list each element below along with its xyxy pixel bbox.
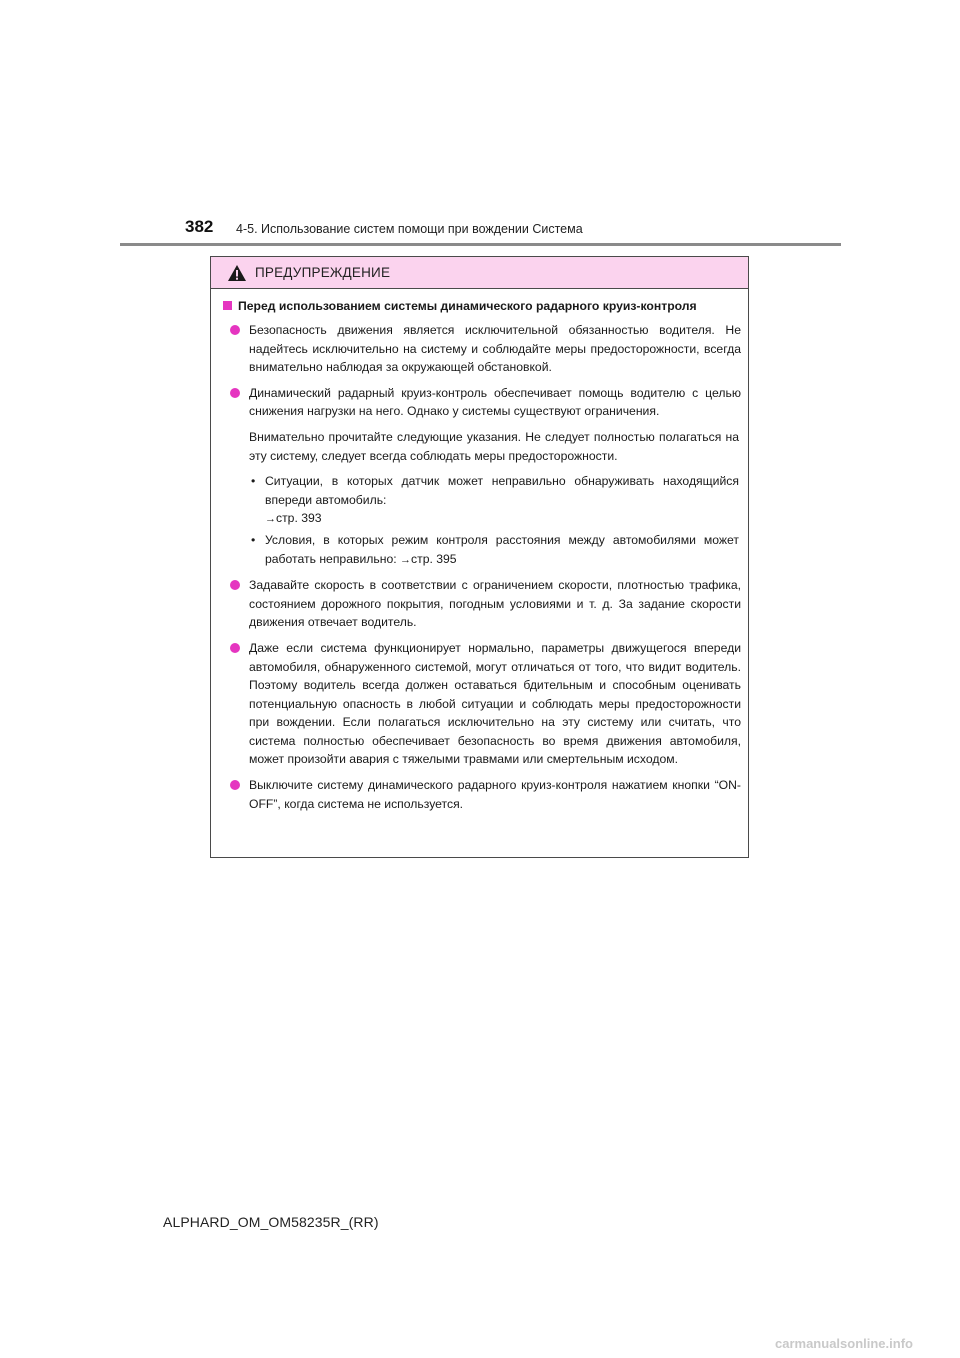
- sub-list-item: [251, 531, 739, 569]
- sub-list-item: [251, 472, 739, 529]
- page-number: 382: [185, 217, 214, 236]
- bullet-icon: [230, 780, 240, 790]
- page-header: [0, 0, 960, 250]
- arrow-icon: →: [400, 553, 412, 566]
- header-divider: [120, 243, 841, 246]
- bullet-icon: [230, 580, 240, 590]
- page-reference-link[interactable]: стр. 393: [276, 511, 322, 526]
- list-item: [223, 321, 741, 377]
- warning-title: ПРЕДУПРЕЖДЕНИЕ: [255, 265, 391, 280]
- note-paragraph: Внимательно прочитайте следующие указания. Не следует полностью полагаться на эту систему, следует всегда соблюдать меры предосторожности.: [249, 429, 739, 463]
- warning-box: [210, 256, 749, 858]
- list-item: [223, 639, 741, 769]
- warning-header: [211, 257, 748, 289]
- section-heading-text: Перед использованием системы динамического радарного круиз-контроля: [238, 299, 697, 313]
- list-item: [223, 776, 741, 813]
- dot-bullet-icon: •: [251, 474, 256, 489]
- section-title: 4-5. Использование систем помощи при вождении Система: [236, 222, 583, 236]
- list-item-text: Динамический радарный круиз-контроль обеспечивает помощь водителю с целью снижения нагрузки на него. Однако у системы существуют ограничения.: [249, 385, 741, 419]
- watermark: carmanualsonline.info: [775, 1336, 913, 1351]
- warning-body: [211, 289, 748, 813]
- sub-item-text: Условия, в которых режим контроля расстояния между автомобилями может работать неправильно:: [265, 532, 739, 566]
- bullet-icon: [230, 325, 240, 335]
- list-item: [223, 384, 741, 421]
- list-item-text: Задавайте скорость в соответствии с ограничением скорости, плотностью трафика, состоянием дорожного покрытия, погодным условиями и т. д. За задание скорости движения отвечает водитель.: [249, 578, 741, 630]
- list-item-text: Безопасность движения является исключительной обязанностью водителя. Не надейтесь исключительно на систему и соблюдайте меры предосторожности, всегда внимательно наблюдая за окружающей обстановкой.: [249, 323, 741, 375]
- list-item-text: Выключите систему динамического радарного круиз-контроля нажатием кнопки “ON-OFF”, когда система не используется.: [249, 778, 741, 811]
- dot-bullet-icon: •: [251, 532, 256, 547]
- bullet-icon: [230, 388, 240, 398]
- bullet-icon: [230, 643, 240, 653]
- arrow-icon: →: [265, 513, 276, 526]
- list-item-text: Даже если система функционирует нормально, параметры движущегося впереди автомобиля, обнаруженного системой, могут отличаться от того, что видит водитель. Поэтому водитель всегда должен оставаться бдительным и способным оценивать потенциальную опасность в любой ситуации и соблюдать меры предосторожности при вождении. Если полагаться исключительно на эту систему или считать, что система полностью обеспечивает безопасность во время движения автомобиля, может произойти авария с тяжелыми травмами или смертельным исходом.: [249, 640, 741, 767]
- page-reference-link[interactable]: стр. 395: [411, 551, 457, 566]
- section-heading: [223, 297, 741, 315]
- list-item: [223, 576, 741, 632]
- document-code: ALPHARD_OM_OM58235R_(RR): [163, 1214, 379, 1230]
- sub-item-text: Ситуации, в которых датчик может неправильно обнаруживать находящийся впереди автомобиль:: [265, 474, 739, 507]
- warning-triangle-icon: [227, 264, 247, 282]
- square-bullet-icon: [223, 301, 232, 310]
